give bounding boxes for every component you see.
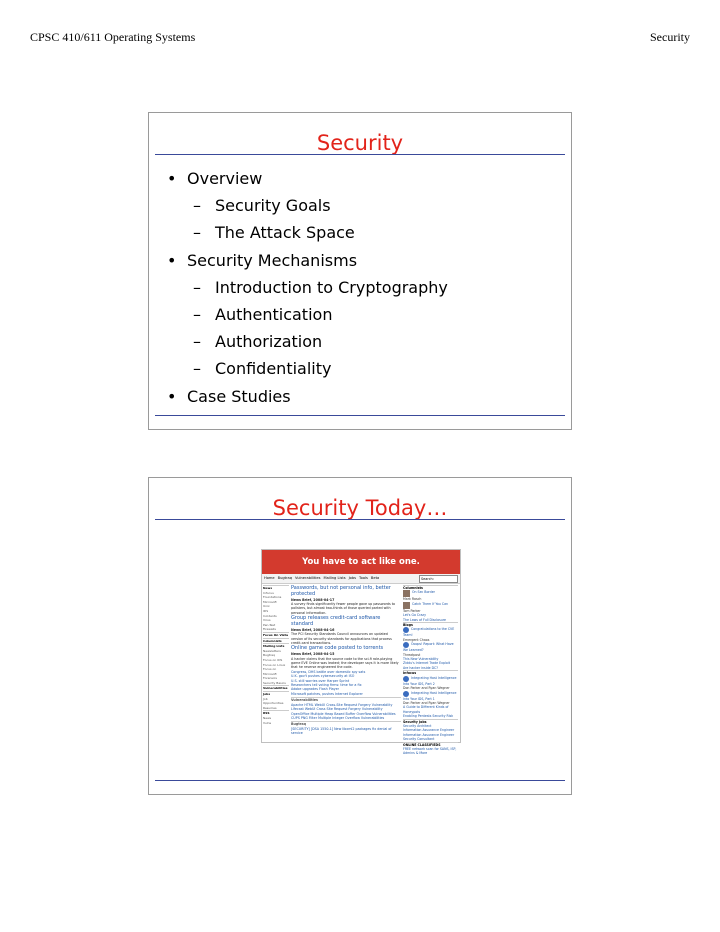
job-listing: Security Consultant (403, 737, 435, 742)
classified-ad: FREE network scan for SANS, ISP, Admins & More (403, 746, 457, 756)
outline-list (167, 165, 448, 410)
news-link: Researchers tell voting firms: time for a fix (291, 683, 362, 688)
site-menu-item: Focus on IDS (263, 657, 283, 662)
infocus-title: Integrating Host Intelligence Into Your IDS, Part 2 (403, 675, 457, 686)
outline-sub-item: – The Attack Space (167, 219, 448, 246)
site-nav-item: Beta (370, 576, 380, 580)
vulnerabilities-header: Vulnerabilities (291, 697, 401, 702)
news-link: Microsoft patches, pushes Internet Explorer (291, 691, 363, 696)
news-links (291, 670, 401, 696)
infocus-author: Don Parker and Ryan Wegner (403, 700, 450, 705)
site-menu-item: Job Opportunities (263, 696, 284, 706)
blog-title: Congratulations to the CVE Team! (403, 627, 455, 638)
blog-author: Threatpost (403, 652, 421, 657)
outline-sub-item: – Security Goals (167, 192, 448, 219)
columnist-photo (403, 590, 410, 597)
site-menu-item: Foundations (263, 595, 282, 600)
classifieds-header: ONLINE CLASSIFIEDS (403, 742, 458, 747)
column-title: Let's Go Crazy (403, 613, 426, 618)
job-listing: Information Assurance Engineer (403, 732, 455, 737)
chapter-title: Security (650, 30, 690, 44)
site-menu-item: Pen-Test (263, 622, 276, 627)
site-menu-item: Virus (263, 618, 271, 623)
vulnerability-link: OpenOffice Multiple Heap Based Buffer Overflow Vulnerabilities (291, 711, 396, 716)
blog-title: Are hacker inside DC? (403, 665, 438, 670)
story-meta: News Brief, 2008-04-17 (291, 597, 335, 602)
columnists-header: Columnists (403, 585, 458, 590)
site-menu-item: Security Basics (263, 680, 286, 685)
site-menu-item: Vulns (263, 720, 272, 725)
story-headline: Passwords, but not personal info, better protected (291, 585, 391, 597)
outline-bullet-item: • Case Studies (167, 383, 448, 410)
outline-bullet-item: • Security Mechanisms (167, 247, 448, 274)
site-nav-item: Vulnerabilities (295, 576, 321, 580)
slide-security-outline (148, 112, 572, 430)
column-title: On Sec Border (412, 590, 435, 595)
story-body: A hacker claims that the source code to the sci-fi role-playing game EVE Online was leaked; the developer says it is more likely that he reverse engineered the code. (291, 656, 399, 670)
story-headline: Online game code posted to torrents (291, 645, 384, 652)
site-nav-item: Home (264, 576, 275, 580)
site-nav-item: Mailing Lists (323, 576, 346, 580)
column-title: The Laws of Full Disclosure (403, 617, 446, 622)
site-menu-header: News (263, 585, 289, 591)
infocus-title: Integrating Host Intelligence Into Your IDS, Part 1 (403, 690, 457, 701)
banner-ad: You have to act like one. (262, 550, 460, 574)
infocus-header: Infocus (403, 670, 458, 675)
blog-author: Emergent Chaos (403, 637, 430, 642)
title-divider (155, 154, 565, 155)
infocus-author: Don Parker and Ryan Wegner (403, 686, 450, 691)
news-link: Adobe upgrades Flash Player (291, 687, 339, 692)
footer-divider (155, 780, 565, 781)
site-nav-item: Jobs (348, 576, 357, 580)
outline-sub-item: – Introduction to Cryptography (167, 274, 448, 301)
site-menu-header: Vulnerabilities (263, 686, 288, 691)
site-menu-item: Infocus (263, 590, 274, 595)
news-link: U.S. still worries over Harper Sprint (291, 678, 350, 683)
vulnerability-link: CUPS PNG Filter Multiple Integer Overflow Vulnerabilities (291, 715, 385, 720)
site-search-box: Search: (419, 575, 458, 583)
site-menu-item: Firewalls (263, 627, 276, 632)
site-menu-header: Mailing Lists (263, 643, 289, 649)
columnist-photo (403, 602, 410, 609)
site-menu-item: Bugtraq (263, 653, 276, 658)
column-title: Catch Them If You Can (412, 601, 449, 606)
bugtraq-item: [SECURITY] [DSA 1550-1] New libxml2 packages fix denial of service (291, 726, 392, 736)
website-screenshot (261, 549, 461, 756)
site-menu-item: IDS (263, 608, 269, 613)
site-menu-item: Unix (263, 604, 270, 609)
vulnerability-link: Apache HTML WebUI Cross-Site Request Forgery Vulnerability (291, 702, 393, 707)
site-menu-item: Newsletters (263, 648, 281, 653)
site-menu-header: Columnists (263, 638, 289, 644)
story-headline: Group releases credit-card software standard (291, 615, 381, 628)
column-author: Tom Parker (403, 608, 421, 613)
site-menu-header: RSS (263, 710, 289, 716)
site-menu-item: Focus on Linux (263, 662, 286, 667)
job-listing: Information Assurance Engineer (403, 728, 455, 733)
blog-title: This New Vulnerability (403, 657, 439, 662)
blogs-header: Blogs (403, 622, 458, 627)
site-menu-header: Focus On Vista (263, 632, 289, 637)
site-menu-item: Microsoft (263, 599, 277, 604)
blog-title: Ooops! Report: What Have We Learned? (403, 642, 454, 653)
site-main-column (291, 585, 401, 736)
outline-sub-item: – Confidentiality (167, 355, 448, 382)
slide-title: Security Today… (272, 496, 448, 520)
infocus-title: A Guide to Different Kinds of Honeypots (403, 705, 449, 714)
title-divider (155, 519, 565, 520)
site-menu-header: Jobs (263, 691, 289, 697)
bugtraq-header: Bugtraq (291, 721, 401, 726)
story-body: A survey finds significantly fewer people gave up passwords to pollsters, but almost two-thirds of those queried parted with personal information. (291, 602, 396, 615)
site-right-column (403, 585, 458, 756)
slide-security-today (148, 477, 572, 795)
footer-divider (155, 415, 565, 416)
outline-sub-item: – Authorization (167, 328, 448, 355)
outline-sub-item: – Authentication (167, 301, 448, 328)
column-author: Mark Rasch (403, 597, 422, 602)
story-meta: News Brief, 2008-04-15 (291, 652, 335, 657)
vulnerability-link: Lifecast WebUI Cross Site Request Forgery Vulnerability (291, 707, 383, 712)
site-menu-item: Incidents (263, 613, 277, 618)
outline-bullet-item: • Overview (167, 165, 448, 192)
news-link: U.K. gov't pushes cybersecurity at ISO (291, 674, 355, 679)
site-menu-item: Focus on Microsoft (263, 667, 277, 676)
job-listing: Security Architect (403, 723, 432, 728)
story-body: The PCI Security Standards Council announces an updated version of its security standards for applications that process credit-card transactions. (291, 632, 392, 646)
page-header (30, 30, 690, 46)
site-nav-item: Tools (359, 576, 368, 580)
news-link: Congress, DHS battle over domestic spy sats (291, 669, 366, 674)
site-left-menu (263, 585, 289, 725)
blog-title: Ziddu's Internet Trade Exploit (403, 661, 450, 666)
story-meta: News Brief, 2008-04-16 (291, 627, 335, 632)
course-title: CPSC 410/611 Operating Systems (30, 30, 196, 44)
site-menu-item: Resumes (263, 705, 277, 710)
vulnerability-links (291, 703, 401, 721)
infocus-title: Enabling Pentests Security Risk (403, 714, 454, 719)
site-menu-item: Forensics (263, 676, 277, 681)
site-nav-item: Bugtraq (277, 576, 293, 580)
security-jobs-header: Security Jobs (403, 719, 458, 724)
site-menu-item: News (263, 716, 272, 721)
slide-title: Security (316, 131, 404, 155)
